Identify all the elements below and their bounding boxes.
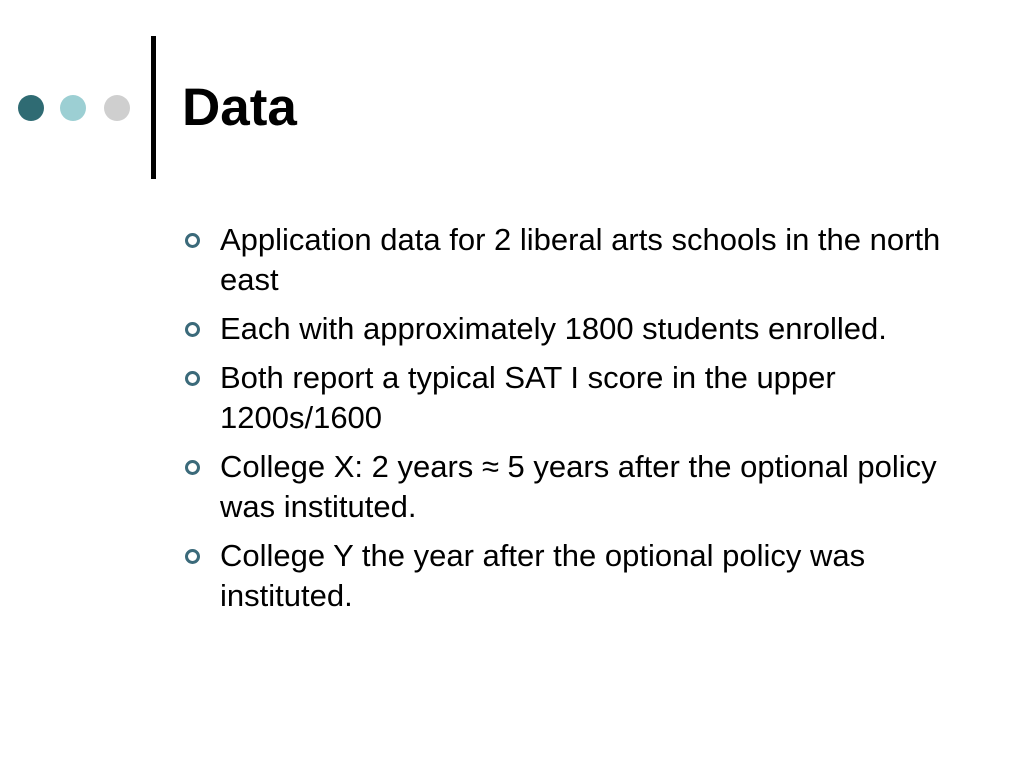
bullet-text: Each with approximately 1800 students enrolled. [220, 311, 887, 346]
bullet-text: College Y the year after the optional policy was instituted. [220, 538, 866, 613]
bullet-item [182, 358, 952, 438]
bullet-text: Both report a typical SAT I score in the upper 1200s/1600 [220, 360, 836, 435]
title-divider-line [151, 36, 156, 179]
bullet-item [182, 220, 952, 300]
ring-bullet-icon [185, 233, 200, 248]
slide-title: Data [182, 78, 297, 137]
dot-light-teal [60, 95, 86, 121]
dot-dark-teal [18, 95, 44, 121]
ring-bullet-icon [185, 460, 200, 475]
ring-bullet-icon [185, 549, 200, 564]
bullet-text: Application data for 2 liberal arts schools in the north east [220, 222, 941, 297]
bullet-list [182, 220, 952, 625]
bullet-item [182, 309, 952, 349]
dot-gray [104, 95, 130, 121]
ring-bullet-icon [185, 322, 200, 337]
bullet-item [182, 536, 952, 616]
bullet-item [182, 447, 952, 527]
bullet-text: College X: 2 years ≈ 5 years after the optional policy was instituted. [220, 449, 937, 524]
ring-bullet-icon [185, 371, 200, 386]
